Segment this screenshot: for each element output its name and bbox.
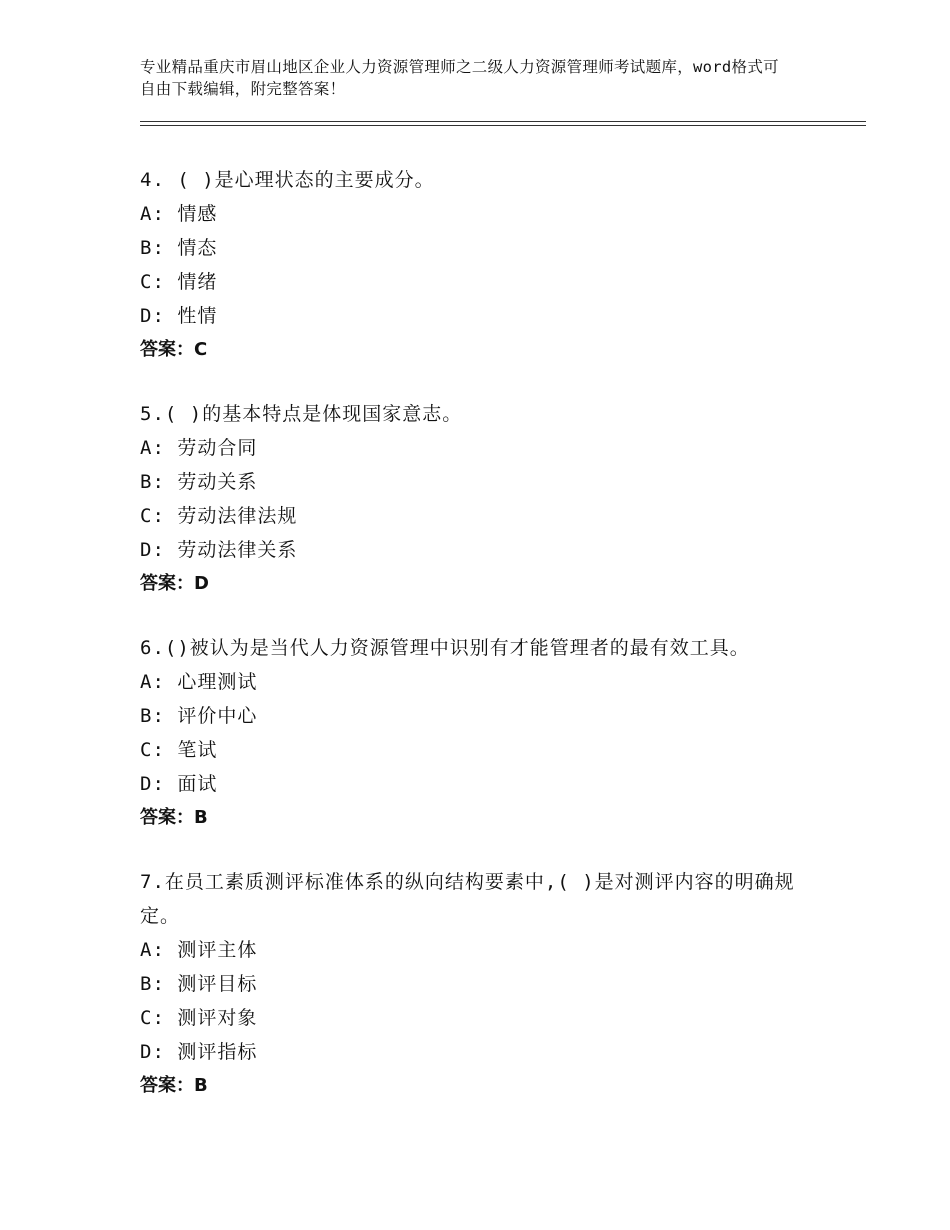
option-b: B: 情态 xyxy=(140,237,218,259)
document-title: 专业精品重庆市眉山地区企业人力资源管理师之二级人力资源管理师考试题库，word格式可自由下载编辑，附完整答案！ xyxy=(140,58,779,98)
question-7 xyxy=(140,865,820,1103)
option-d: D: 劳动法律关系 xyxy=(140,539,298,561)
option-d: D: 测评指标 xyxy=(140,1041,258,1063)
question-stem: 4. ( )是心理状态的主要成分。 xyxy=(140,169,435,191)
header-divider-top xyxy=(140,121,866,122)
question-list xyxy=(140,163,820,1133)
option-a: A: 心理测试 xyxy=(140,671,258,693)
option-a: A: 测评主体 xyxy=(140,939,258,961)
answer-line: 答案：B xyxy=(140,1075,208,1096)
question-5 xyxy=(140,397,820,601)
option-b: B: 测评目标 xyxy=(140,973,258,995)
question-stem: 5.( )的基本特点是体现国家意志。 xyxy=(140,403,463,425)
option-d: D: 面试 xyxy=(140,773,218,795)
header-divider-bottom xyxy=(140,125,866,126)
answer-line: 答案：B xyxy=(140,807,208,828)
option-b: B: 劳动关系 xyxy=(140,471,258,493)
question-6 xyxy=(140,631,820,835)
document-header xyxy=(140,56,780,100)
option-c: C: 劳动法律法规 xyxy=(140,505,298,527)
option-a: A: 劳动合同 xyxy=(140,437,258,459)
option-d: D: 性情 xyxy=(140,305,218,327)
answer-line: 答案：D xyxy=(140,573,209,594)
question-4 xyxy=(140,163,820,367)
question-stem: 7.在员工素质测评标准体系的纵向结构要素中,( )是对测评内容的明确规定。 xyxy=(140,871,795,927)
option-c: C: 情绪 xyxy=(140,271,218,293)
option-c: C: 测评对象 xyxy=(140,1007,258,1029)
answer-line: 答案：C xyxy=(140,339,208,360)
question-stem: 6.()被认为是当代人力资源管理中识别有才能管理者的最有效工具。 xyxy=(140,637,750,659)
option-c: C: 笔试 xyxy=(140,739,218,761)
option-a: A: 情感 xyxy=(140,203,218,225)
option-b: B: 评价中心 xyxy=(140,705,258,727)
